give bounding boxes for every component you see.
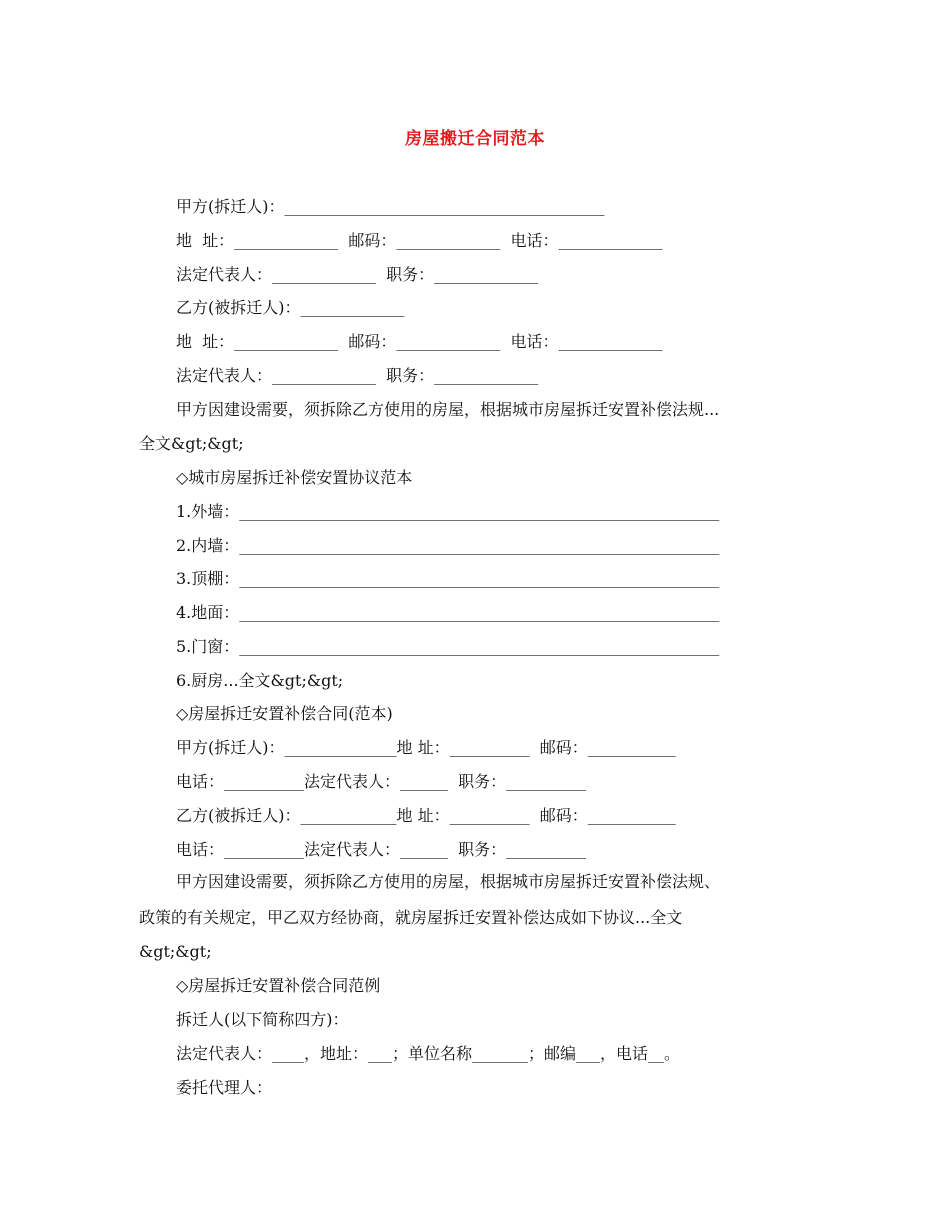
read-more-link[interactable]: 全文&gt;&gt; [139, 434, 244, 453]
party-a-line: 甲方(拆迁人)：________________________________________ [176, 197, 605, 216]
list-item: 5.门窗：____________________________________________________________ [176, 637, 720, 656]
party-a-representative-line: 法定代表人：_____________ 职务：_____________ [176, 265, 539, 284]
read-more-link[interactable]: &gt;&gt; [139, 942, 212, 961]
list-item: 3.顶棚：____________________________________________________________ [176, 569, 720, 588]
paragraph-text: 甲方因建设需要，须拆除乙方使用的房屋，根据城市房屋拆迁安置补偿法规、 [176, 872, 721, 891]
representative-line: 法定代表人：____，地址：___；单位名称_______；邮编___，电话__。 [176, 1044, 681, 1063]
party-b-phone-line: 电话：__________法定代表人：______ 职务：__________ [176, 840, 587, 859]
list-item: 4.地面：____________________________________________________________ [176, 603, 720, 622]
party-a-address-line: 地 址：_____________ 邮码：_____________ 电话：_____________ [176, 231, 663, 250]
document-title: 房屋搬迁合同范本 [405, 129, 545, 149]
paragraph-text: 政策的有关规定，甲乙双方经协商，就房屋拆迁安置补偿达成如下协议...全文 [139, 908, 683, 927]
section-heading: ◇房屋拆迁安置补偿合同(范本) [176, 704, 393, 723]
party-b-line: 乙方(被拆迁人)：____________地 址：__________ 邮码：___________ [176, 806, 676, 825]
party-a-phone-line: 电话：__________法定代表人：______ 职务：__________ [176, 772, 587, 791]
list-item: 1.外墙：____________________________________________________________ [176, 502, 720, 521]
party-b-address-line: 地 址：_____________ 邮码：_____________ 电话：_____________ [176, 332, 663, 351]
paragraph-text: 甲方因建设需要，须拆除乙方使用的房屋，根据城市房屋拆迁安置补偿法规... [176, 400, 720, 419]
section-heading: ◇房屋拆迁安置补偿合同范例 [176, 976, 381, 995]
section-heading: ◇城市房屋拆迁补偿安置协议范本 [176, 468, 413, 487]
agent-line: 委托代理人： [176, 1078, 273, 1097]
party-b-line: 乙方(被拆迁人)：_____________ [176, 298, 405, 317]
demolisher-line: 拆迁人(以下简称四方)： [176, 1010, 349, 1029]
list-item: 2.内墙：____________________________________________________________ [176, 536, 720, 555]
party-b-representative-line: 法定代表人：_____________ 职务：_____________ [176, 366, 539, 385]
party-a-line: 甲方(拆迁人)：______________地 址：__________ 邮码：___________ [176, 738, 676, 757]
list-item-read-more[interactable]: 6.厨房...全文&gt;&gt; [176, 671, 344, 690]
